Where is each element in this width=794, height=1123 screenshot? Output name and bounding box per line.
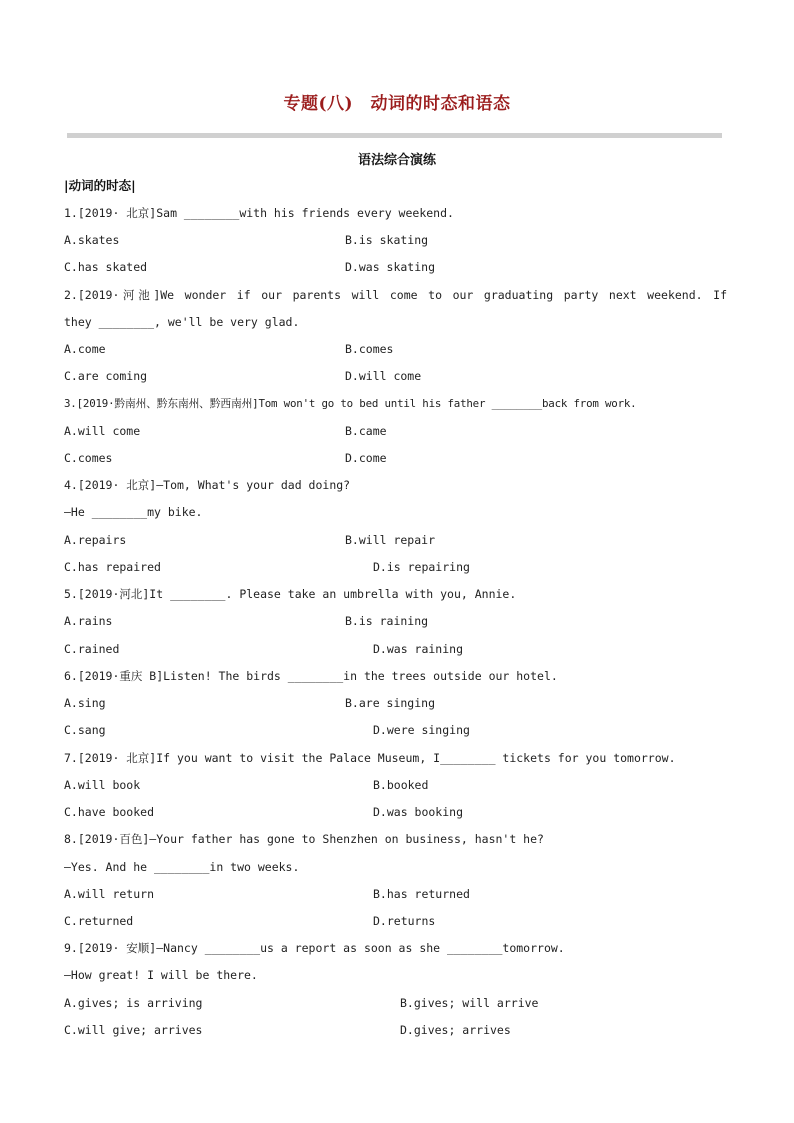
question-1-option-d: D.was skating: [345, 260, 436, 274]
question-9-option-c: C.will give; arrives: [64, 1023, 203, 1037]
question-9-stem-line-2: —How great! I will be there.: [64, 968, 258, 982]
question-2-stem-line-2: they ________, we'll be very glad.: [64, 315, 300, 329]
question-5-option-b: B.is raining: [345, 614, 429, 628]
question-5-option-d: D.was raining: [373, 642, 464, 656]
question-8-option-d: D.returns: [373, 914, 436, 928]
question-4-stem-line-1: 4.[2019· 北京]—Tom, What's your dad doing?: [64, 478, 351, 492]
question-3-stem: 3.[2019·黔南州、黔东南州、黔西南州]Tom won't go to bed until his father ________back from work.: [64, 397, 637, 410]
page-title: 专题(八) 动词的时态和语态: [283, 94, 511, 114]
question-8-stem-line-2: —Yes. And he ________in two weeks.: [64, 860, 300, 874]
question-8-option-a: A.will return: [64, 887, 155, 901]
question-8-stem-line-1: 8.[2019·百色]—Your father has gone to Shenzhen on business, hasn't he?: [64, 832, 544, 846]
question-1-option-b: B.is skating: [345, 233, 429, 247]
question-1-option-a: A.skates: [64, 233, 120, 247]
question-9-option-b: B.gives; will arrive: [400, 996, 539, 1010]
question-3-option-c: C.comes: [64, 451, 113, 465]
question-4-option-c: C.has repaired: [64, 560, 161, 574]
question-1-stem: 1.[2019· 北京]Sam ________with his friends every weekend.: [64, 206, 454, 220]
question-6-option-d: D.were singing: [373, 723, 470, 737]
question-7-stem: 7.[2019· 北京]If you want to visit the Palace Museum, I________ tickets for you tomorrow.: [64, 751, 676, 765]
question-7-option-d: D.was booking: [373, 805, 464, 819]
question-4-option-d: D.is repairing: [373, 560, 470, 574]
question-2-option-a: A.come: [64, 342, 106, 356]
question-5-option-c: C.rained: [64, 642, 120, 656]
question-2-option-c: C.are coming: [64, 369, 148, 383]
section-subtitle: 语法综合演练: [357, 153, 436, 168]
question-2-stem-line-1: 2.[2019·河池]We wonder if our parents will come to our graduating party next weekend. If: [64, 288, 727, 302]
question-5-option-a: A.rains: [64, 614, 113, 628]
section-heading: |动词的时态|: [64, 178, 136, 193]
question-6-option-b: B.are singing: [345, 696, 436, 710]
question-6-option-a: A.sing: [64, 696, 106, 710]
question-4-option-b: B.will repair: [345, 533, 436, 547]
question-4-stem-line-2: —He ________my bike.: [64, 505, 203, 519]
question-8-option-b: B.has returned: [373, 887, 470, 901]
question-9-option-d: D.gives; arrives: [400, 1023, 511, 1037]
question-6-option-c: C.sang: [64, 723, 106, 737]
title-divider: [67, 133, 722, 138]
question-9-stem-line-1: 9.[2019· 安顺]—Nancy ________us a report as soon as she ________tomorrow.: [64, 941, 565, 955]
question-3-option-d: D.come: [345, 451, 387, 465]
question-9-option-a: A.gives; is arriving: [64, 996, 203, 1010]
question-1-option-c: C.has skated: [64, 260, 148, 274]
question-3-option-a: A.will come: [64, 424, 141, 438]
question-6-stem: 6.[2019·重庆 B]Listen! The birds ________in the trees outside our hotel.: [64, 669, 558, 683]
question-5-stem: 5.[2019·河北]It ________. Please take an umbrella with you, Annie.: [64, 587, 517, 601]
question-4-option-a: A.repairs: [64, 533, 127, 547]
question-2-option-b: B.comes: [345, 342, 394, 356]
question-7-option-b: B.booked: [373, 778, 429, 792]
question-7-option-c: C.have booked: [64, 805, 155, 819]
question-2-option-d: D.will come: [345, 369, 422, 383]
question-8-option-c: C.returned: [64, 914, 134, 928]
question-7-option-a: A.will book: [64, 778, 141, 792]
question-3-option-b: B.came: [345, 424, 387, 438]
